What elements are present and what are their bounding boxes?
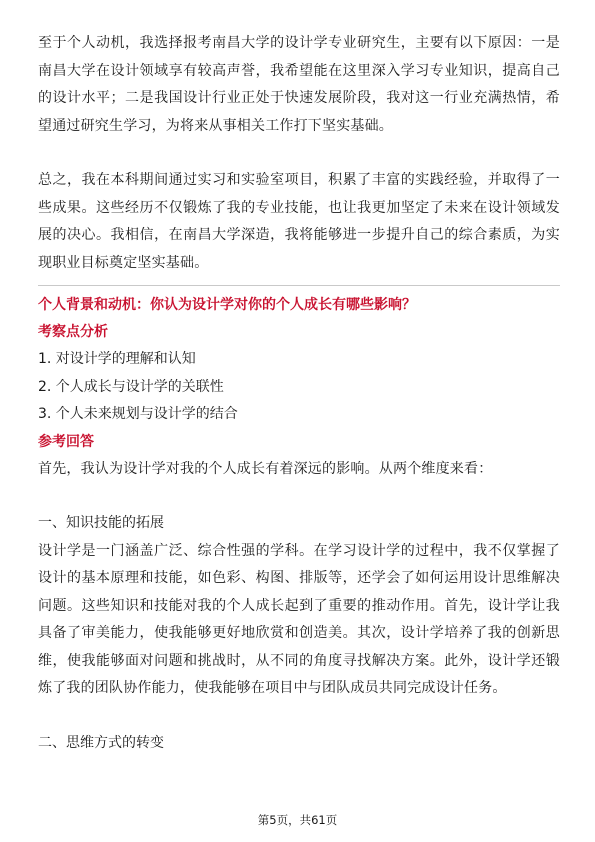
analysis-item: 1. 对设计学的理解和认知 [38,351,196,367]
analysis-heading: 考察点分析 [38,324,108,340]
intro-paragraph-motivation: 至于个人动机，我选择报考南昌大学的设计学专业研究生，主要有以下原因：一是南昌大学在设计领域享有较高声誉，我希望能在这里深入学习专业知识，提高自己的设计水平；二是我国设计行业正处于快速发展阶段，我对这一行业充满热情，希望通过研究生学习，为将来从事相关工作打下坚实基础。 [38,35,560,134]
section-body-knowledge: 设计学是一门涵盖广泛、综合性强的学科。在学习设计学的过程中，我不仅掌握了设计的基本原理和技能，如色彩、构图、排版等，还学会了如何运用设计思维解决问题。这些知识和技能对我的个人成长起到了重要的推动作用。首先，设计学让我具备了审美能力，使我能够更好地欣赏和创造美。其次，设计学培养了我的创新思维，使我能够面对问题和挑战时，从不同的角度寻找解决方案。此外，设计学还锻炼了我的团队协作能力，使我能够在项目中与团队成员共同完成设计任务。 [38,542,560,696]
section-title-thinking: 二、思维方式的转变 [38,734,164,751]
question-heading: 个人背景和动机：你认为设计学对你的个人成长有哪些影响？ [38,297,416,313]
analysis-item: 2. 个人成长与设计学的关联性 [38,378,224,395]
answer-intro: 首先，我认为设计学对我的个人成长有着深远的影响。从两个维度来看： [38,460,493,477]
analysis-item: 3. 个人未来规划与设计学的结合 [38,406,238,422]
answer-heading: 参考回答 [38,433,94,450]
intro-paragraph-summary: 总之，我在本科期间通过实习和实验室项目，积累了丰富的实践经验，并取得了一些成果。这些经历不仅锻炼了我的专业技能，也让我更加坚定了未来在设计领域发展的决心。我相信，在南昌大学深造，我将能够进一步提升自己的综合素质，为实现职业目标奠定坚实基础。 [38,172,560,271]
page-number: 第5页，共61页 [257,813,338,827]
section-divider [38,285,560,286]
page-content [38,30,560,757]
section-title-knowledge: 一、知识技能的拓展 [38,515,164,531]
